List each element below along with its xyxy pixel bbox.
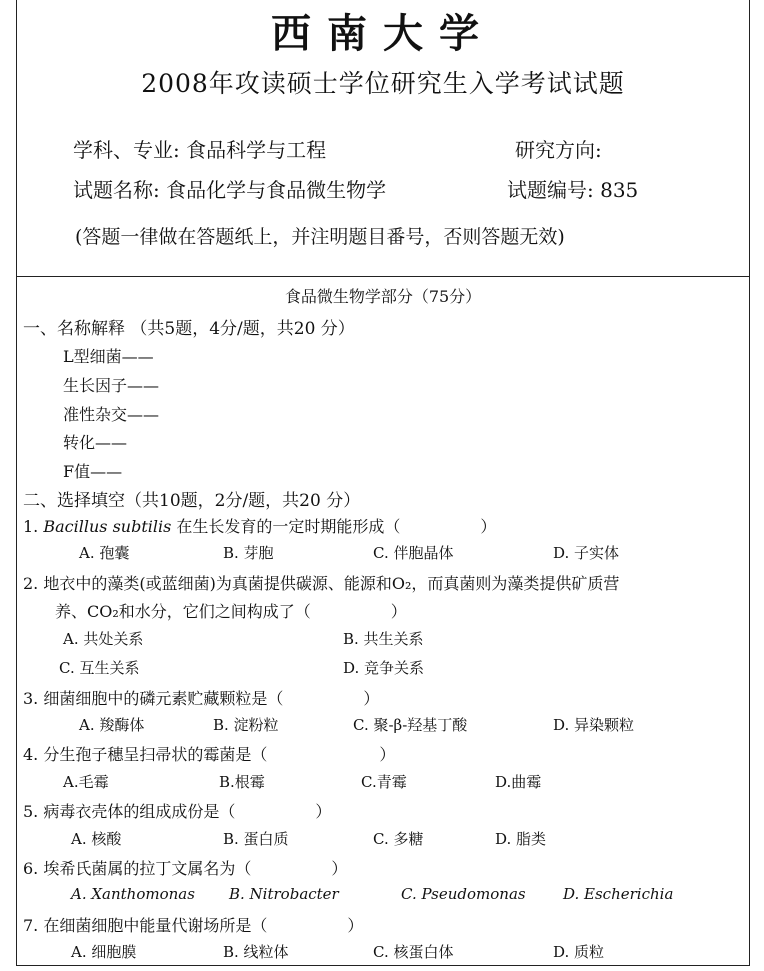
option: A. Xanthomonas (71, 885, 195, 903)
school-name: 西南大学 (271, 10, 495, 57)
question-text: 分生孢子穗呈扫帚状的霉菌是（ ） (43, 745, 396, 764)
option: D. 质粒 (553, 943, 605, 961)
question-text: 在生长发育的一定时期能形成（ ） (176, 517, 497, 536)
option: A. 孢囊 (79, 544, 130, 562)
paper-code: 试题编号: 835 (507, 178, 639, 202)
question-number: 4. (23, 745, 39, 764)
question (23, 913, 363, 936)
question-number: 3. (23, 689, 39, 708)
research-direction: 研究方向: (515, 138, 602, 162)
question-text: 埃希氏菌属的拉丁文属名为（ ） (43, 859, 348, 878)
option: C. 互生关系 (59, 659, 140, 677)
exam-header (17, 0, 749, 277)
option: B. 共生关系 (343, 630, 424, 648)
option: A. 羧酶体 (79, 716, 145, 734)
option: B. 芽胞 (223, 544, 274, 562)
option: A. 共处关系 (63, 630, 144, 648)
option: B. 蛋白质 (223, 830, 289, 848)
question-number: 6. (23, 859, 39, 878)
question-text: 在细菌细胞中能量代谢场所是（ ） (43, 916, 364, 935)
option: C. 多糖 (373, 830, 424, 848)
section-title: 一、名称解释 （共5题，4分/题，共20 分） (23, 319, 355, 339)
option: D. Escherichia (563, 885, 674, 903)
question-number: 7. (23, 916, 39, 935)
question-text: 细菌细胞中的磷元素贮藏颗粒是（ ） (43, 689, 380, 708)
question-text-continued: 养、CO₂和水分，它们之间构成了（ ） (55, 602, 407, 621)
option: B. Nitrobacter (229, 885, 339, 903)
question-number: 2. (23, 574, 39, 593)
part-title: 食品微生物学部分（75分） (284, 287, 482, 306)
question-number: 1. (23, 517, 39, 536)
option: C. 伴胞晶体 (373, 544, 454, 562)
question-text: 地衣中的藻类(或蓝细菌)为真菌提供碳源、能源和O₂，而真菌则为藻类提供矿质营 (43, 574, 620, 593)
option: D. 竞争关系 (343, 659, 425, 677)
exam-title: 2008年攻读硕士学位研究生入学考试试题 (141, 69, 625, 98)
term-item: 转化—— (63, 433, 128, 452)
term-item: 准性杂交—— (63, 405, 160, 424)
question-text: 病毒衣壳体的组成成份是（ ） (43, 802, 332, 821)
option: A. 细胞膜 (71, 943, 137, 961)
option: D. 异染颗粒 (553, 716, 635, 734)
question-number: 5. (23, 802, 39, 821)
option: D. 子实体 (553, 544, 620, 562)
question (23, 799, 331, 822)
exam-page (16, 0, 750, 966)
option: B. 线粒体 (223, 943, 289, 961)
latin-name: Bacillus subtilis (43, 517, 172, 536)
answer-notice: (答题一律做在答题纸上，并注明题目番号，否则答题无效) (75, 226, 565, 248)
term-item: 生长因子—— (63, 376, 160, 395)
option: B.根霉 (219, 773, 265, 791)
option: A. 核酸 (71, 830, 122, 848)
option: C. Pseudomonas (401, 885, 526, 903)
paper-name: 试题名称: 食品化学与食品微生物学 (73, 178, 387, 202)
section-title: 二、选择填空（共10题，2分/题，共20 分） (23, 491, 361, 511)
question (23, 742, 395, 765)
question (23, 686, 379, 709)
option: C. 聚-β-羟基丁酸 (353, 716, 468, 734)
question (23, 856, 347, 879)
option: D.曲霉 (495, 773, 542, 791)
option: A.毛霉 (63, 773, 109, 791)
term-item: F值—— (63, 462, 123, 481)
question (23, 514, 496, 537)
term-item: L型细菌—— (63, 347, 154, 366)
option: C.青霉 (361, 773, 407, 791)
option: B. 淀粉粒 (213, 716, 279, 734)
question (23, 571, 619, 594)
subject-major: 学科、专业: 食品科学与工程 (73, 138, 327, 162)
option: C. 核蛋白体 (373, 943, 454, 961)
option: D. 脂类 (495, 830, 547, 848)
